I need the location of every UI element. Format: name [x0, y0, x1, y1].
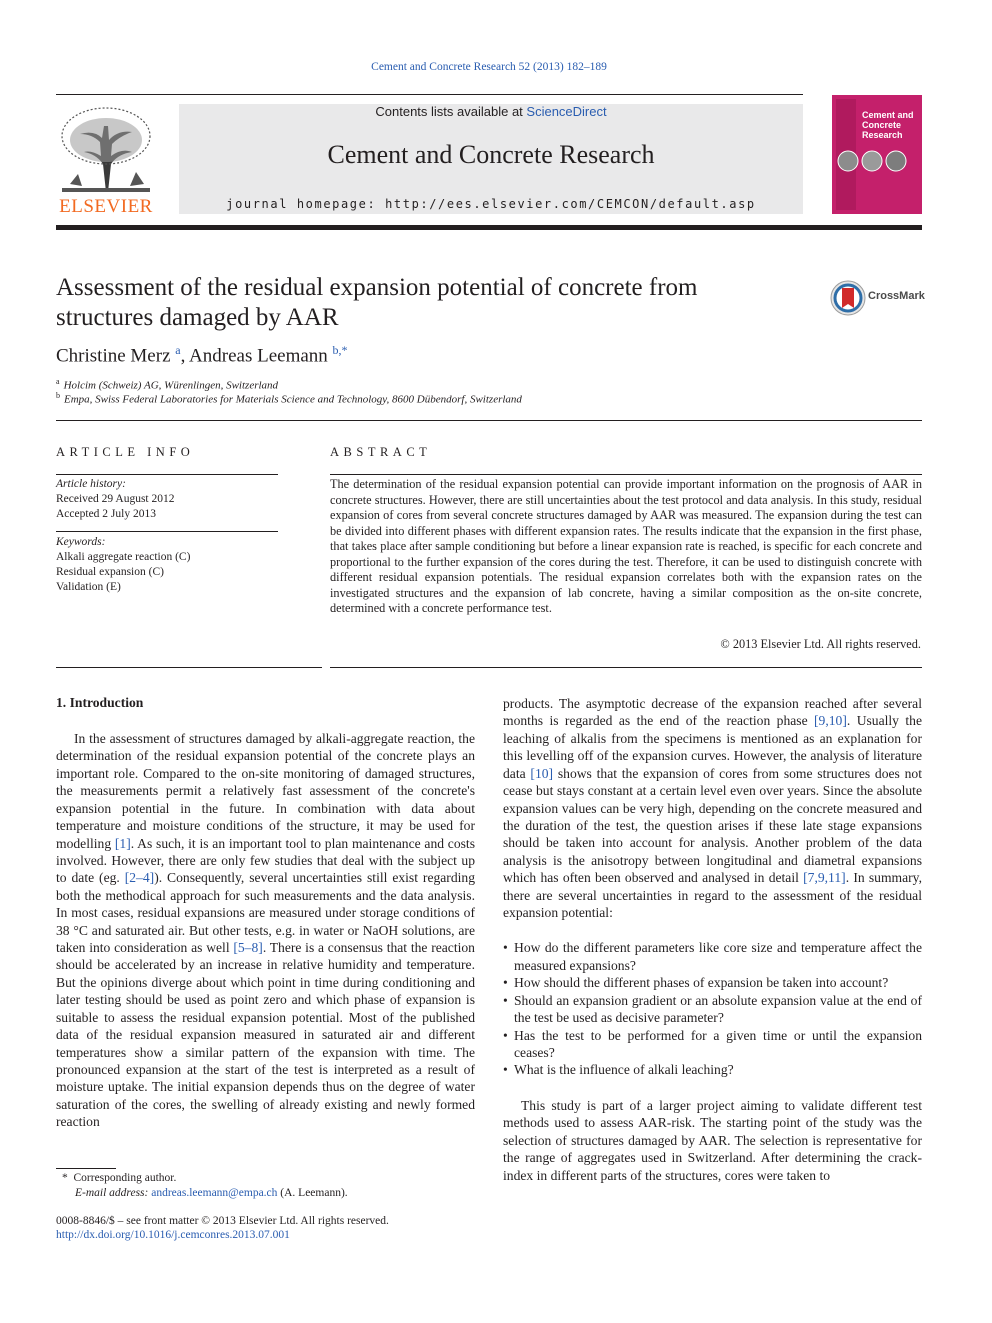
author-name: Christine Merz — [56, 345, 171, 367]
section-rule — [56, 420, 922, 421]
elsevier-wordmark: ELSEVIER — [59, 196, 153, 217]
asterisk-marker: * — [62, 1172, 68, 1184]
author-affil-marker[interactable]: b,* — [332, 343, 348, 357]
keywords-label: Keywords: — [56, 536, 106, 548]
abstract-copyright: © 2013 Elsevier Ltd. All rights reserved. — [720, 637, 921, 651]
paragraph-text: shows that the expansion of cores from some structures does not cease but stays constant at a certain level even over years. Since the absolute expansion values can be very high, depending on the concrete measured and the duration of the test, the question arises if these late stage expansions should be taken into account for analysis. Another problem of the data analysis is the anisotropy between longitudinal and diametral expansions which has often been observed and analysed in detail — [503, 765, 922, 886]
affiliation — [56, 377, 278, 392]
list-item: • Has the test to be performed for a given time or until the expansion ceases? — [514, 1027, 922, 1062]
section-rule — [56, 667, 322, 668]
accepted-date: Accepted 2 July 2013 — [56, 508, 156, 520]
header-thick-rule — [56, 225, 922, 230]
citation-link[interactable]: [5–8] — [233, 940, 263, 956]
article-info-rule — [56, 474, 278, 475]
front-matter: 0008-8846/$ – see front matter © 2013 Elsevier Ltd. All rights reserved. — [56, 1215, 389, 1227]
paragraph-text: ). Consequently, several uncertainties still exist regarding both the methodical approach for such measurements and the data analysis. In most cases, residual expansions are measured under storage conditions of 38 °C and saturated air. But other tests, e.g. in water or NaOH solutions, are taken into consideration as well — [56, 870, 475, 956]
right-column — [503, 695, 922, 1184]
affiliation-text: Holcim (Schweiz) AG, Würenlingen, Switzerland — [63, 379, 279, 392]
journal-homepage[interactable]: journal homepage: http://ees.elsevier.com/CEMCON/default.asp — [226, 197, 756, 211]
article-info-rule — [56, 531, 278, 532]
list-item: • What is the influence of alkali leaching? — [514, 1061, 922, 1078]
history-label: Article history: — [56, 478, 126, 490]
citation-link[interactable]: [1] — [114, 835, 131, 851]
affiliation-marker: b — [56, 391, 60, 400]
received-date: Received 29 August 2012 — [56, 493, 175, 505]
question-list — [503, 939, 922, 1078]
header-rule — [56, 94, 803, 95]
email-footnote — [75, 1186, 348, 1201]
email-owner: (A. Leemann). — [280, 1187, 348, 1199]
crossmark-label[interactable]: CrossMark — [868, 290, 925, 302]
email-link[interactable]: andreas.leemann@empa.ch — [151, 1187, 278, 1199]
footnote-rule — [56, 1168, 116, 1169]
paragraph-text: . In summary, there are several uncertainties in regard to the assessment of the residual expansion potential: — [503, 870, 922, 921]
sciencedirect-link[interactable]: ScienceDirect — [526, 104, 607, 119]
author-list: Christine Merz $^a$, Andreas Leemann $^{b,*}$ — [56, 343, 348, 367]
abstract-heading: ABSTRACT — [330, 445, 432, 459]
paragraph-text: . As such, it is an important tool to plan maintenance and costs involved. However, there are only few studies that deal with the subject up to date (eg. — [56, 835, 475, 886]
corresponding-footnote — [62, 1171, 176, 1186]
article-title: Assessment of the residual expansion potential of concrete from structures damaged by AAR — [56, 274, 698, 331]
abstract-text: The determination of the residual expansion potential can provide important information on the prognosis of AAR in concrete structures. However, there are still uncertainties about the test protocol and data analysis. In this study, residual expansion of cores from several concrete structures damaged by AAR was measured. The expansion during the test can be divided into different phases with different expansion rates. The results indicate that the expansion in the first phase, that takes place after sample conditioning but before a linear expansion rate is reached, is specific for each concrete and proportional to the further expansion of the cores during the test. Therefore, it can be used to distinguish concrete with different residual expansion potentials. The residual expansion correlates both with the expansion rates on the investigated structures and the expansion of lab concrete, having a similar composition as the on-site concrete, determined with a concrete performance test. — [330, 477, 922, 616]
journal-name: Cement and Concrete Research — [327, 140, 655, 169]
citation-link[interactable]: [2–4] — [124, 870, 155, 886]
email-label: E-mail address: — [75, 1187, 149, 1199]
contents-prefix: Contents lists available at — [375, 104, 527, 119]
affiliation-text: Empa, Swiss Federal Laboratories for Materials Science and Technology, 8600 Dübendorf, Switzerland — [64, 393, 522, 406]
keyword: Validation (E) — [56, 581, 121, 593]
list-item: • How should the different phases of expansion be taken into account? — [514, 974, 922, 991]
study-paragraph: This study is part of a larger project aiming to validate different test methods used to assess AAR-risk. The starting point of the study was the selection of structures damaged by AAR. The selection is representative for the range of aggregates used in Switzerland. After determining the crack-index in different parts of the structures, cores were taken to — [503, 1097, 922, 1183]
paragraph-text: In the assessment of structures damaged by alkali-aggregate reaction, the determination of the residual expansion potential of the concrete plays an important role. Compared to the on-site monitoring of damaged structures, the measurements permit a relatively fast assessment of the concrete's expansion potential in the future. In combination with data about temperature and moisture conditions of the structure, it may be used for modelling — [56, 731, 475, 851]
abstract-rule — [330, 474, 922, 475]
continued-paragraph — [503, 695, 922, 921]
author-affil-marker[interactable]: a — [175, 343, 181, 357]
affiliation — [56, 391, 522, 406]
affiliation-marker: a — [56, 377, 60, 386]
citation-link[interactable]: [9,10] — [814, 713, 847, 729]
author-name: Andreas Leemann — [189, 345, 328, 367]
crossmark-icon[interactable] — [830, 280, 866, 316]
article-history — [56, 477, 278, 522]
intro-paragraph — [56, 730, 475, 1131]
section-rule — [330, 667, 922, 668]
keyword: Alkali aggregate reaction (C) — [56, 551, 191, 563]
section-heading: 1. Introduction — [56, 695, 144, 710]
article-info-heading: ARTICLE INFO — [56, 445, 195, 459]
journal-citation[interactable]: Cement and Concrete Research 52 (2013) 182–189 — [371, 61, 607, 73]
citation-link[interactable]: [10] — [530, 765, 554, 781]
doi-link[interactable]: http://dx.doi.org/10.1016/j.cemconres.2013.07.001 — [56, 1229, 290, 1241]
list-item: • Should an expansion gradient or an absolute expansion value at the end of the test be used as decisive parameter? — [514, 992, 922, 1027]
paragraph-text: . There is a consensus that the reaction should be accelerated by an increase in relative humidity and temperature. But the opinions diverge about which point in time during conditioning and later testing should be used as point zero and which phase of expansion is suitable to assess the residual expansion potential. Most of the published data of the residual expansion measured in saturated air and different temperatures show a similar pattern of the expansion with time. The pronounced expansion at the start of the test is interpreted as a result of moisture uptake. The initial expansion depends thus on the degree of water saturation of the cores, the swelling of already existing and newly formed reaction — [56, 940, 475, 1130]
contents-line — [179, 104, 803, 119]
cover-title: Cement and Concrete Research — [862, 110, 914, 140]
corresponding-text: Corresponding author. — [73, 1172, 177, 1184]
list-item: • How do the different parameters like core size and temperature affect the measured expansions? — [514, 939, 922, 974]
paragraph-text: products. The asymptotic decrease of the expansion reached after several months is regarded as the end of the reaction phase — [503, 696, 922, 729]
keyword: Residual expansion (C) — [56, 566, 164, 578]
citation-link[interactable]: [7,9,11] — [803, 870, 846, 886]
paragraph-text: . Usually the leaching of alkalis from the specimens is mentioned as an explanation for this levelling off of the expansion curves. However, the analysis of literature data — [503, 713, 923, 781]
keywords-block — [56, 535, 278, 595]
